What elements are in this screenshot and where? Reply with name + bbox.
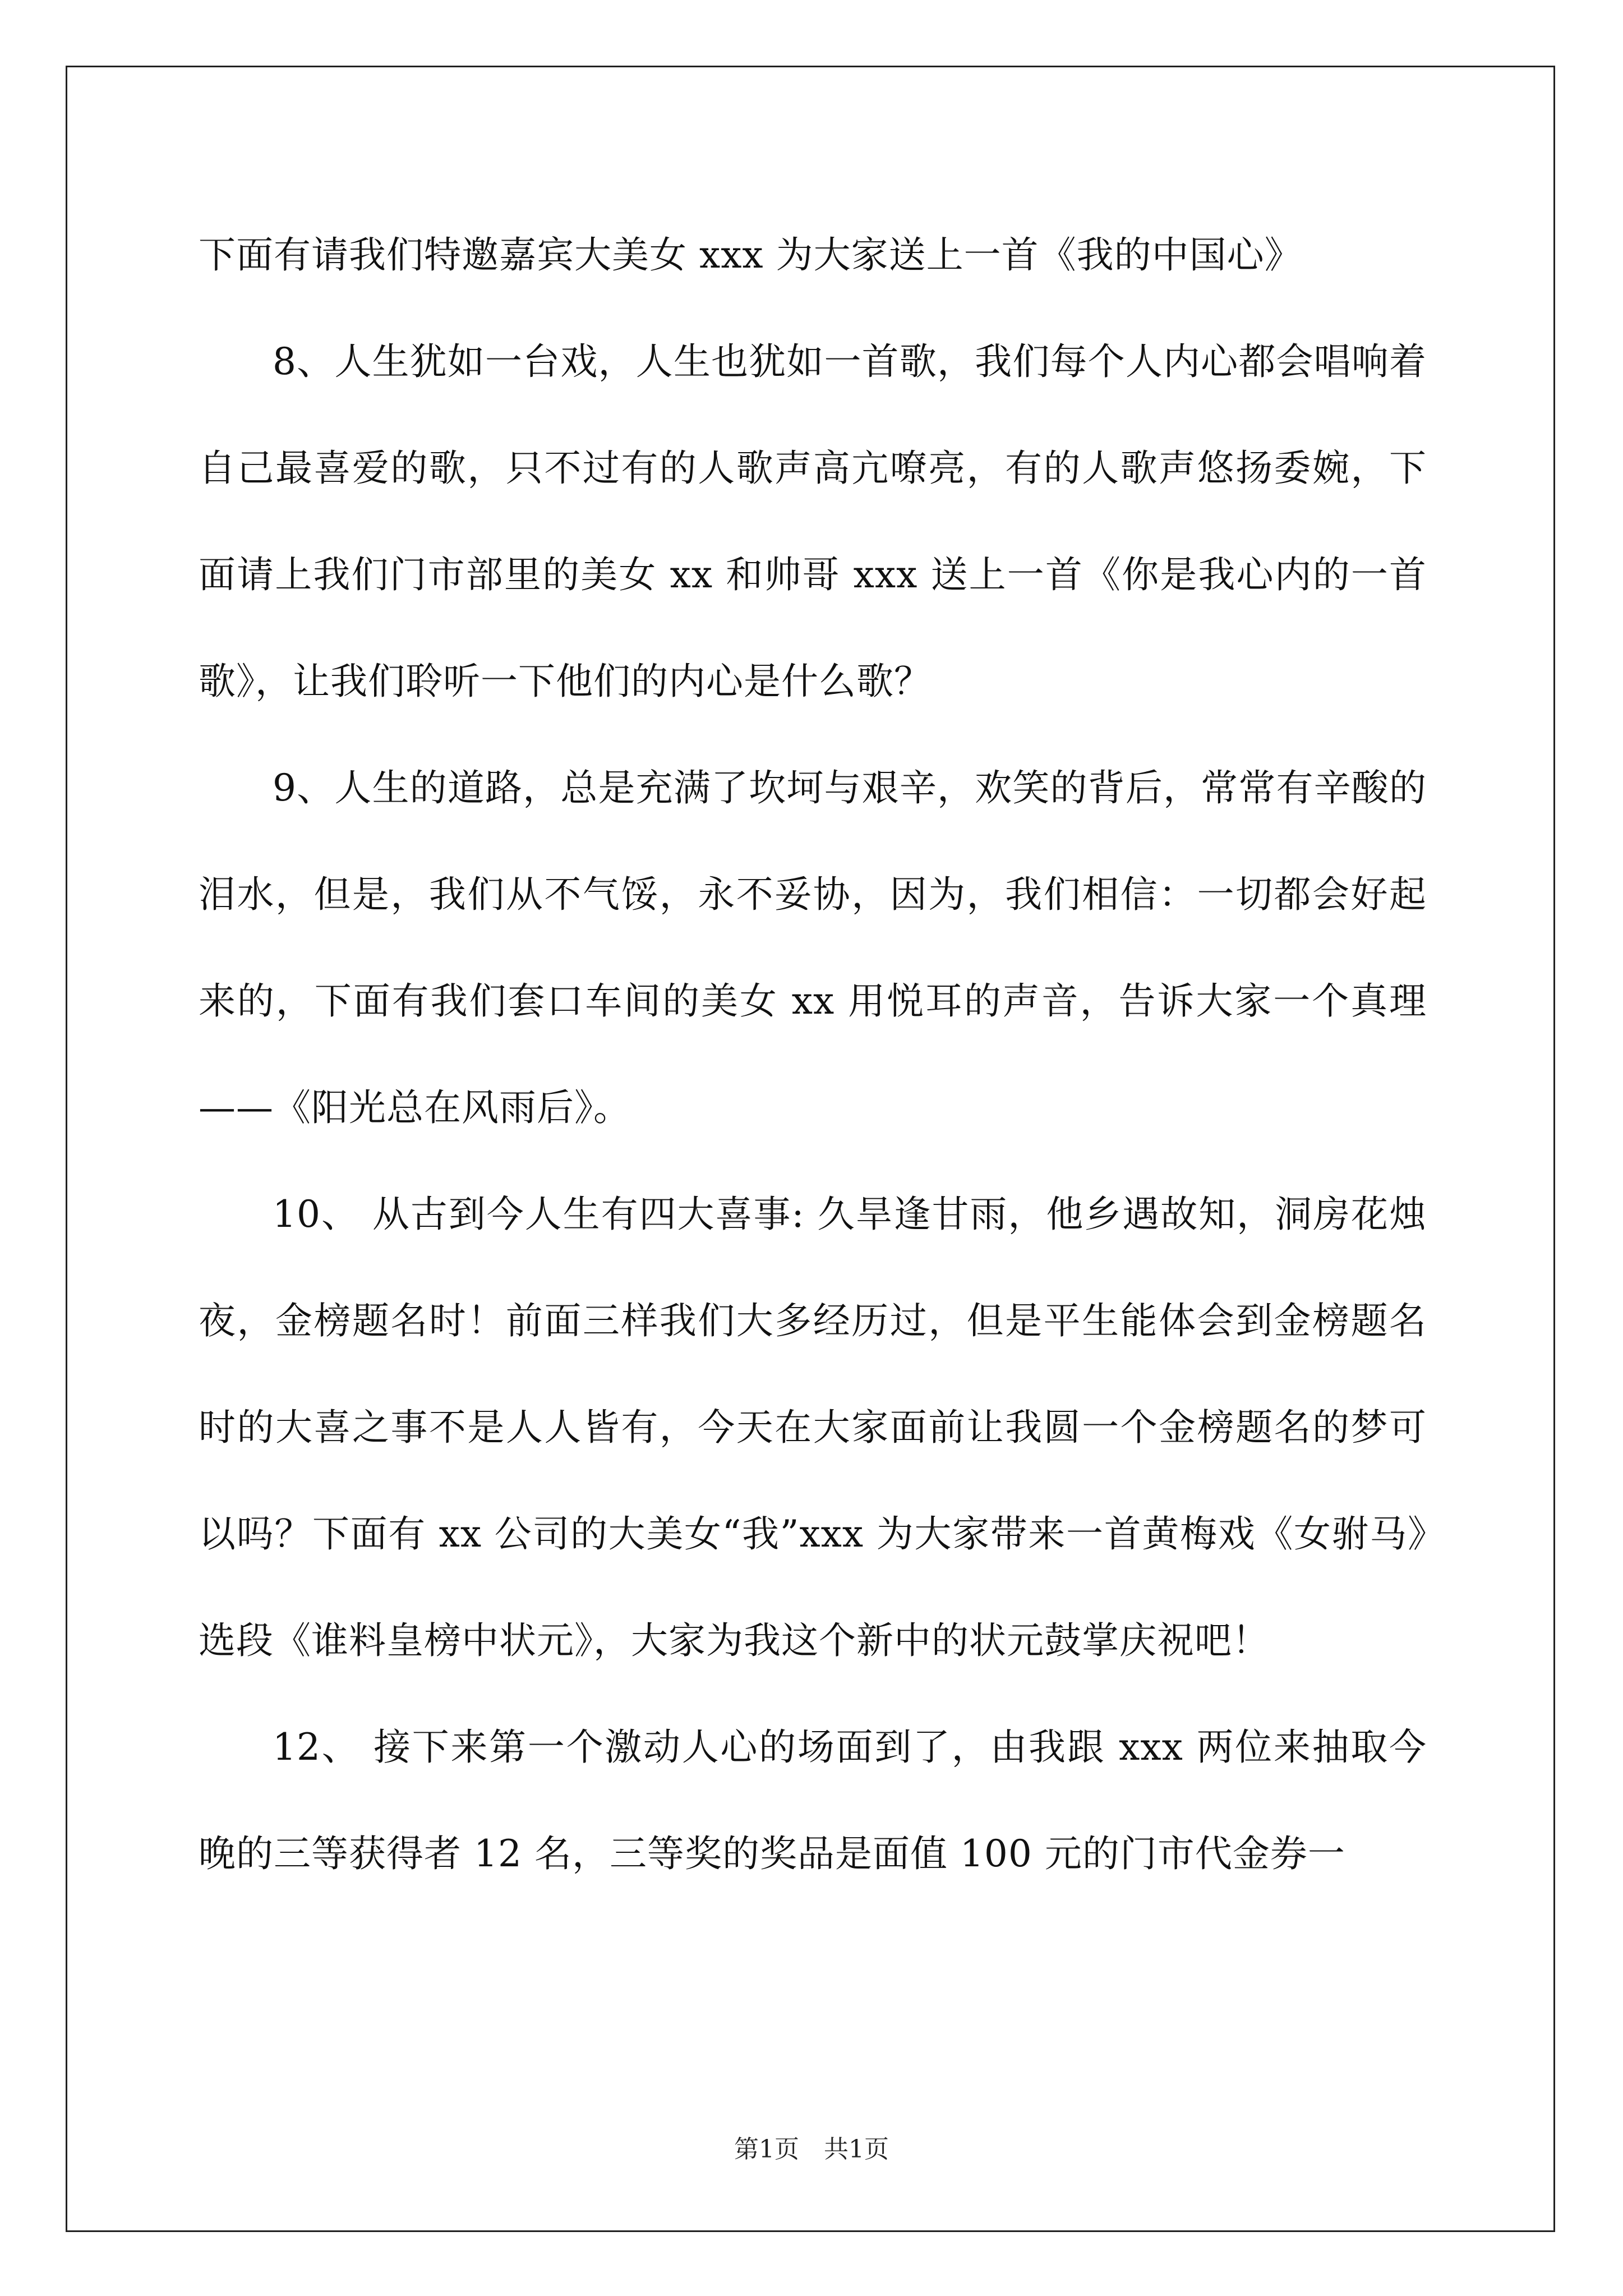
paragraph-intro: 下面有请我们特邀嘉宾大美女 xxx 为大家送上一首《我的中国心》 <box>199 233 1302 277</box>
paragraph-10: 10、 从古到今人生有四大喜事: 久旱逢甘雨，他乡遇故知，洞房花烛夜，金榜题名时！前面三样我们大多经历过，但是平生能体会到金榜题名时的大喜之事不是人人皆有，今天在大家面前让我圆一个金榜题名的梦可以吗？下面有 xx 公司的大美女“我”xxx 为大家带来一首黄梅戏《女驸马》选段《谁料皇榜中状元》，大家为我这个新中的状元鼓掌庆祝吧！ <box>199 1193 1427 1662</box>
paragraph-12: 12、 接下来第一个激动人心的场面到了，由我跟 xxx 两位来抽取今晚的三等获得者 12 名，三等奖的奖品是面值 100 元的门市代金券一 <box>199 1726 1427 1875</box>
document-body <box>199 202 1427 1907</box>
paragraph-8: 8、人生犹如一台戏，人生也犹如一首歌，我们每个人内心都会唱响着自己最喜爱的歌，只不过有的人歌声高亢嘹亮，有的人歌声悠扬委婉，下面请上我们门市部里的美女 xx 和帅哥 xxx 送上一首《你是我心内的一首歌》，让我们聆听一下他们的内心是什么歌？ <box>199 340 1427 703</box>
page-footer: 第1页 共1页 <box>734 2135 889 2164</box>
paragraph-9: 9、人生的道路，总是充满了坎坷与艰辛，欢笑的背后，常常有辛酸的泪水，但是，我们从不气馁，永不妥协，因为，我们相信：一切都会好起来的，下面有我们套口车间的美女 xx 用悦耳的声音，告诉大家一个真理——《阳光总在风雨后》。 <box>199 766 1427 1129</box>
